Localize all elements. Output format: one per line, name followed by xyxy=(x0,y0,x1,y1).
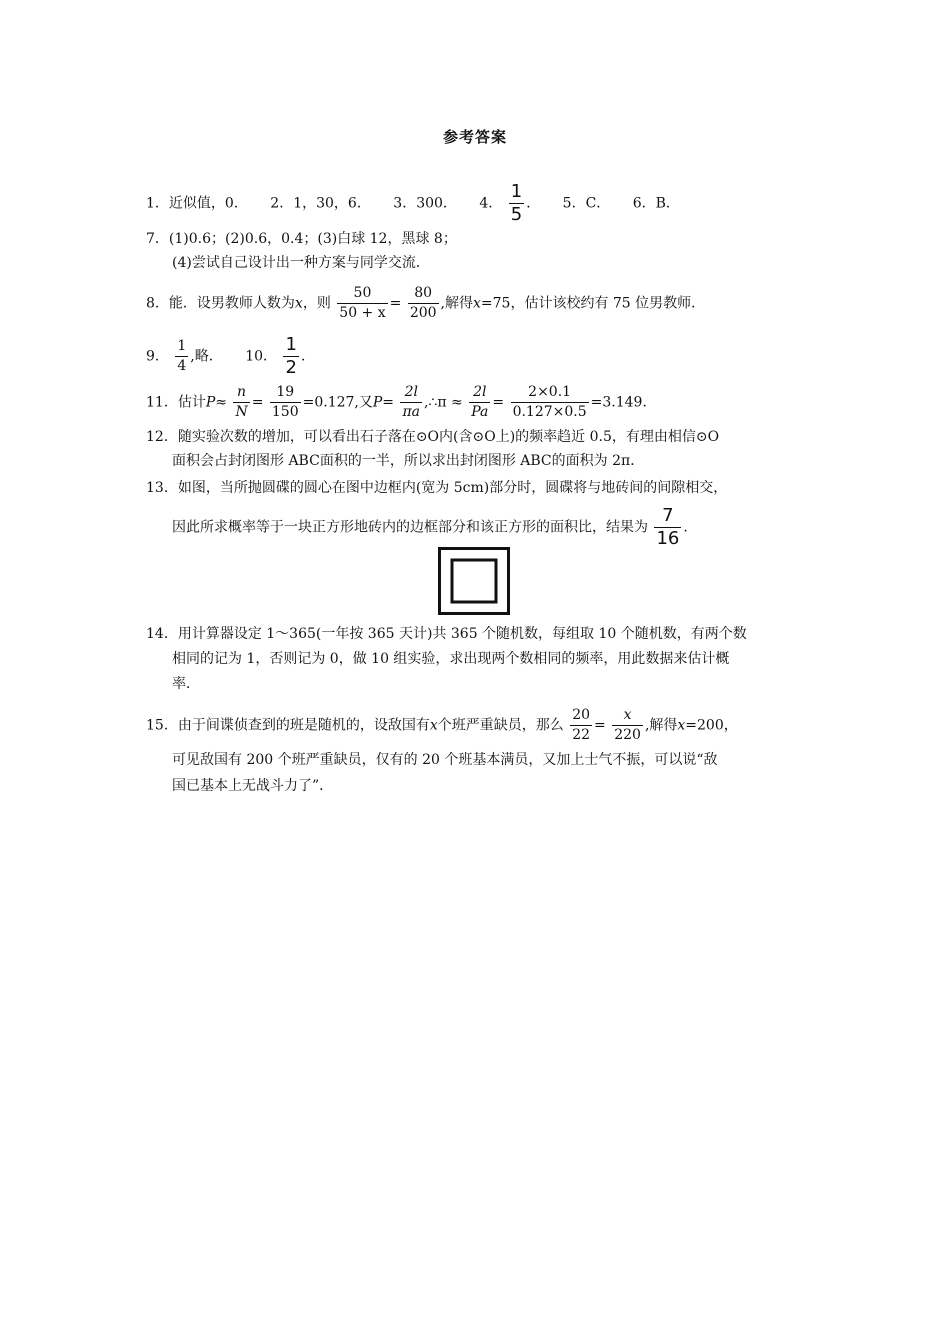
answer-15-line2: 可见敌国有 200 个班严重缺员，仅有的 20 个班基本满员，又加上士气不振，可以说“敌 xyxy=(172,752,718,768)
square-tile-figure xyxy=(438,547,510,615)
fraction-one-quarter: $\frac{1}{4}$ xyxy=(177,338,187,374)
fraction-19-over-150: $\frac{19}{150}$ xyxy=(271,384,299,420)
outer-square xyxy=(440,549,509,614)
answer-3: 3．300． xyxy=(393,195,457,212)
fraction-x-over-220: $\frac{x}{220}$ xyxy=(614,707,641,743)
answer-2: 2．1，30，6． xyxy=(270,195,371,212)
fraction-2l-over-pi-a: $\frac{2l}{\pi a}$ xyxy=(402,384,421,420)
fraction-80-over-200: $\frac{80}{200}$ xyxy=(409,285,437,321)
fraction-7-over-16: $\frac{7}{16}$ xyxy=(656,505,680,549)
answer-13-line1: 13．如图，当所抛圆碟的圆心在图中边框内(宽为 5cm)部分时，圆碟将与地砖间的间隙相交， xyxy=(146,480,728,496)
answer-1-6: 1．近似值，0． 2．1，30，6． 3．300． 4． $\frac{1}{5}$ ． 5．C． 6．B． xyxy=(146,181,680,225)
answer-14-line1: 14．用计算器设定 1～365(一年按 365 天计)共 365 个随机数，每组取 10 个随机数，有两个数 xyxy=(146,626,747,642)
answer-5: 5．C． xyxy=(562,195,611,212)
answer-14-line3: 率． xyxy=(172,676,200,692)
fraction-numeric-pi: $\frac{2\times 0.1}{0.127\times 0.5}$ xyxy=(512,384,587,420)
fraction-50-over-50-plus-x: $\frac{50}{50 + x}$ xyxy=(339,285,386,321)
answer-7-line1: 7．(1)0.6；(2)0.6，0.4；(3)白球 12，黑球 8； xyxy=(146,231,457,247)
page-title: 参考答案 xyxy=(442,128,507,146)
answer-12-line2: 面积会占封闭图形 ABC面积的一半，所以求出封闭图形 ABC的面积为 2π． xyxy=(172,453,645,469)
answer-4: 4． xyxy=(479,195,503,212)
fraction-one-fifth: $\frac{1}{5}$ xyxy=(510,181,523,225)
fraction-2l-over-Pa: $\frac{2l}{Pa}$ xyxy=(471,384,489,420)
answer-15-line1: 15．由于间谍侦查到的班是随机的，设敌国有x个班严重缺员，那么 $\frac{20}{22}$ = $\frac{x}{220}$ ,解得x=200， xyxy=(146,707,738,743)
answer-12-line1: 12．随实验次数的增加，可以看出石子落在⊙O内(含⊙O上)的频率趋近 0.5，有理由相信⊙O xyxy=(146,429,720,445)
answer-14-line2: 相同的记为 1，否则记为 0，做 10 组实验，求出现两个数相同的频率，用此数据来估计概 xyxy=(172,651,730,667)
inner-square xyxy=(452,560,496,602)
answer-7-line2: (4)尝试自己设计出一种方案与同学交流． xyxy=(172,255,430,271)
answer-9-10: 9． $\frac{1}{4}$ ,略． 10． $\frac{1}{2}$ ． xyxy=(146,334,315,378)
answer-13-line2: 因此所求概率等于一块正方形地砖内的边框部分和该正方形的面积比，结果为 $\frac{7}{16}$ ． xyxy=(172,505,698,549)
answer-11: 11．估计P≈ $\frac{n}{N}$ = $\frac{19}{150}$ =0.127,又P= $\frac{2l}{\pi a}$ ,∴π ≈ $\frac{2l}{Pa}$ = $\frac{2\times 0.1}{0.127\times 0.5}$ =3.149. xyxy=(146,384,647,420)
fraction-one-half: $\frac{1}{2}$ xyxy=(285,334,297,378)
answer-6: 6．B． xyxy=(632,195,680,212)
fraction-n-over-N: $\frac{n}{N}$ xyxy=(235,384,248,420)
fraction-20-over-22: $\frac{20}{22}$ xyxy=(572,707,591,743)
answer-15-line3: 国已基本上无战斗力了”． xyxy=(172,778,334,794)
answer-1: 1．近似值，0． xyxy=(146,195,248,212)
answer-8: 8．能．设男教师人数为x，则 $\frac{50}{50 + x}$ = $\frac{80}{200}$ ,解得x=75，估计该校约有 75 位男教师． xyxy=(146,285,706,321)
